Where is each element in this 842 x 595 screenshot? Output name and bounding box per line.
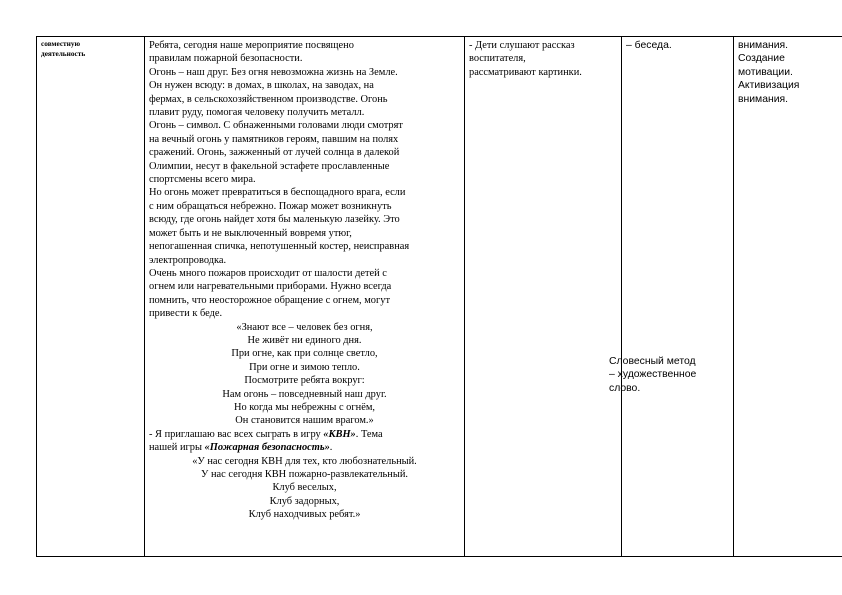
speech-line bbox=[149, 428, 460, 441]
verbal-method-note bbox=[609, 355, 711, 395]
speech-line bbox=[149, 200, 460, 213]
speech-text: При огне, как при солнце светло, bbox=[231, 348, 378, 360]
speech-line bbox=[149, 133, 460, 146]
speech-text: Нам огонь – повседневный наш друг. bbox=[222, 388, 387, 400]
speech-text: Клуб веселых, bbox=[272, 482, 337, 494]
cell-line: слово. bbox=[609, 382, 641, 394]
speech-line bbox=[149, 213, 460, 226]
speech-text: сражений. Огонь, зажженный от лучей солнца в далекой bbox=[149, 147, 400, 159]
speech-line bbox=[149, 307, 460, 320]
speech-line bbox=[149, 468, 460, 481]
speech-text: электропроводка. bbox=[149, 254, 227, 266]
speech-line bbox=[149, 106, 460, 119]
cell-line: деятельность bbox=[41, 49, 86, 58]
cell-line: – художественное bbox=[609, 369, 697, 381]
methods-cell bbox=[622, 37, 734, 557]
speech-text: Очень много пожаров происходит от шалости детей с bbox=[149, 267, 387, 279]
cell-line: Словесный метод bbox=[609, 356, 696, 367]
speech-line bbox=[149, 401, 460, 414]
children-activity-cell bbox=[465, 37, 622, 557]
speech-text: «Знают все – человек без огня, bbox=[236, 321, 373, 333]
cell-line: рассматривают картинки. bbox=[469, 66, 582, 78]
speech-line bbox=[149, 79, 460, 92]
speech-line bbox=[149, 321, 460, 334]
cell-line: Активизация bbox=[738, 80, 800, 92]
speech-text: Клуб задорных, bbox=[269, 495, 340, 507]
speech-line bbox=[149, 66, 460, 79]
speech-text: на вечный огонь у памятников героям, павшим на полях bbox=[149, 133, 399, 145]
speech-text: может быть и не выключенный вовремя утюг, bbox=[149, 227, 352, 239]
goals-cell bbox=[734, 37, 842, 557]
speech-line bbox=[149, 173, 460, 186]
speech-line bbox=[149, 227, 460, 240]
speech-line bbox=[149, 119, 460, 132]
speech-text: всюду, где огонь найдет хотя бы маленькую лазейку. Это bbox=[149, 214, 400, 226]
speech-line bbox=[149, 481, 460, 494]
speech-text: Он становится нашим врагом.» bbox=[235, 415, 374, 427]
speech-line bbox=[149, 374, 460, 387]
speech-text: фермах, в сельскохозяйственном производстве. Огонь bbox=[149, 93, 388, 105]
emphasis-text: «КВН» bbox=[323, 428, 356, 440]
cell-line: воспитателя, bbox=[469, 53, 526, 65]
speech-text: огнем или нагревательными приборами. Нужно всегда bbox=[149, 281, 392, 293]
speech-text: Не живёт ни единого дня. bbox=[247, 334, 362, 346]
speech-text: . Тема bbox=[355, 428, 383, 440]
speech-line bbox=[149, 495, 460, 508]
speech-text: Огонь – символ. С обнаженными головами люди смотрят bbox=[149, 120, 403, 132]
speech-text: Он нужен всюду: в домах, в школах, на заводах, на bbox=[149, 80, 374, 92]
speech-text: Посмотрите ребята вокруг: bbox=[244, 375, 365, 387]
speech-line bbox=[149, 186, 460, 199]
speech-line bbox=[149, 347, 460, 360]
speech-line bbox=[149, 254, 460, 267]
speech-text: Клуб находчивых ребят.» bbox=[248, 509, 361, 521]
speech-line bbox=[149, 267, 460, 280]
speech-text: У нас сегодня КВН пожарно-развлекательный. bbox=[201, 469, 408, 480]
speech-text: - Я приглашаю вас всех сыграть в игру bbox=[149, 428, 324, 440]
cell-line: внимания. bbox=[738, 93, 789, 105]
activity-type-cell bbox=[37, 37, 145, 557]
speech-line bbox=[149, 455, 460, 468]
speech-line bbox=[149, 414, 460, 427]
speech-text: Олимпии, несут в факельной эстафете прославленные bbox=[149, 160, 390, 172]
speech-text: непогашенная спичка, непотушенный костер, неисправная bbox=[149, 241, 410, 253]
speech-text: . bbox=[329, 442, 333, 454]
speech-text: Огонь – наш друг. Без огня невозможна жизнь на Земле. bbox=[149, 66, 398, 78]
speech-text: Но когда мы небрежны с огнём, bbox=[233, 401, 375, 413]
speech-line bbox=[149, 334, 460, 347]
speech-text: с ним обращаться небрежно. Пожар может возникнуть bbox=[149, 200, 392, 212]
speech-line bbox=[149, 146, 460, 159]
lesson-plan-table bbox=[36, 36, 842, 557]
teacher-speech-cell bbox=[145, 37, 465, 557]
speech-line bbox=[149, 441, 460, 454]
emphasis-text: «Пожарная безопасность» bbox=[204, 442, 330, 454]
speech-line bbox=[149, 388, 460, 401]
speech-line bbox=[149, 160, 460, 173]
speech-text: привести к беде. bbox=[149, 308, 223, 320]
speech-line bbox=[149, 294, 460, 307]
speech-text: Но огонь может превратиться в беспощадного врага, если bbox=[149, 187, 406, 199]
cell-line: внимания. bbox=[738, 40, 789, 51]
cell-line: – беседа. bbox=[626, 40, 672, 51]
speech-text: Ребята, сегодня наше мероприятие посвящено bbox=[149, 40, 354, 51]
speech-text: При огне и зимою тепло. bbox=[249, 361, 360, 373]
table-row bbox=[37, 37, 842, 557]
speech-text: помнить, что неосторожное обращение с огнем, могут bbox=[149, 294, 391, 306]
speech-line bbox=[149, 93, 460, 106]
cell-line: - Дети слушают рассказ bbox=[469, 40, 575, 51]
speech-text: нашей игры bbox=[149, 442, 205, 454]
cell-line: мотивации. bbox=[738, 66, 793, 78]
speech-text: правилам пожарной безопасности. bbox=[149, 53, 303, 65]
cell-line: Создание bbox=[738, 53, 785, 65]
speech-text: спортсмены всего мира. bbox=[149, 174, 256, 186]
speech-line bbox=[149, 508, 460, 521]
cell-line: совместную bbox=[41, 39, 81, 48]
speech-text: плавит руду, помогая человеку получить металл. bbox=[149, 107, 365, 119]
speech-line bbox=[149, 39, 460, 52]
speech-text: «У нас сегодня КВН для тех, кто любознательный. bbox=[192, 455, 417, 467]
speech-line bbox=[149, 361, 460, 374]
speech-line bbox=[149, 240, 460, 253]
speech-line bbox=[149, 52, 460, 65]
speech-line bbox=[149, 280, 460, 293]
